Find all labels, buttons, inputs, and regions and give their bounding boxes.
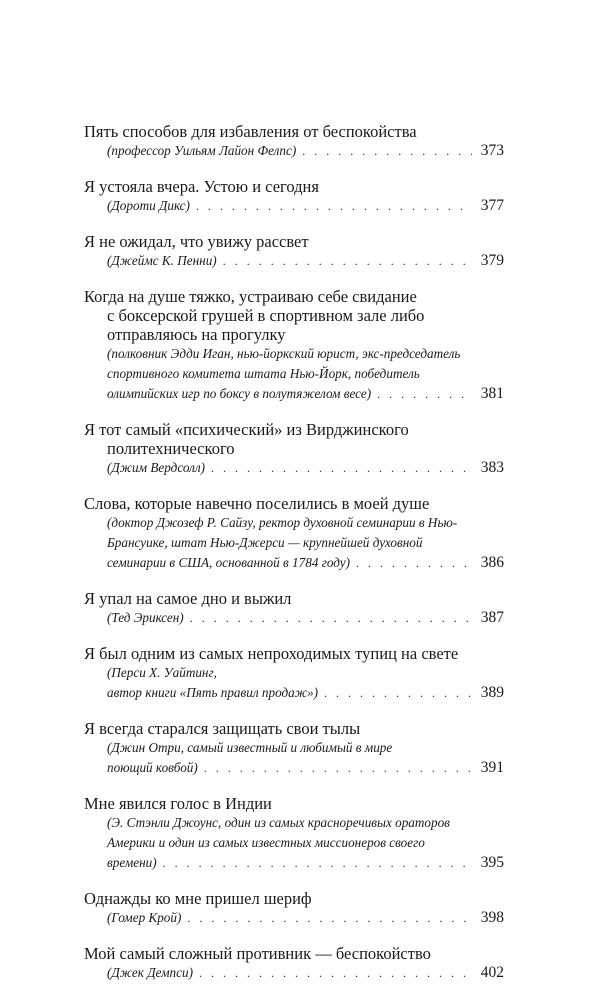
- page-number: 402: [480, 964, 504, 981]
- chapter-title-line: Пять способов для избавления от беспокойства: [84, 122, 417, 141]
- page-number: 395: [480, 854, 504, 871]
- toc-entry: [84, 719, 504, 778]
- dot-leader: [211, 458, 472, 478]
- dot-leader: [223, 251, 472, 271]
- dot-leader: [190, 608, 472, 628]
- author-line: спортивного комитета штата Нью-Йорк, победитель: [107, 366, 420, 381]
- chapter-author: [84, 663, 504, 703]
- dot-leader: [204, 758, 472, 778]
- author-line: (Э. Стэнли Джоунс, один из самых красноречивых ораторов: [107, 815, 450, 830]
- chapter-author: [84, 141, 504, 161]
- author-line-with-page: [107, 458, 504, 478]
- author-line: (Перси Х. Уайтинг,: [107, 665, 217, 680]
- chapter-title-line: отправляюсь на прогулку: [107, 325, 286, 344]
- chapter-title: [84, 644, 504, 663]
- dot-leader: [377, 384, 472, 404]
- dot-leader: [302, 141, 472, 161]
- toc-entry: [84, 177, 504, 216]
- toc-entry: [84, 589, 504, 628]
- toc-entry: [84, 232, 504, 271]
- page-number: 398: [480, 909, 504, 926]
- author-line: (Дороти Дикс): [107, 198, 190, 213]
- author-line: (полковник Эдди Иган, нью-йоркский юрист, экс-председатель: [107, 346, 461, 361]
- dot-leader: [356, 553, 472, 573]
- page-number: 389: [480, 684, 504, 701]
- chapter-title-line: Слова, которые навечно поселились в моей душе: [84, 494, 430, 513]
- toc-entry: [84, 944, 504, 983]
- author-line: автор книги «Пять правил продаж»): [107, 685, 319, 700]
- chapter-title-line: Я устояла вчера. Устою и сегодня: [84, 177, 319, 196]
- table-of-contents: [84, 122, 504, 999]
- toc-entry: [84, 494, 504, 573]
- author-line: Америки и один из самых известных миссионеров своего: [107, 835, 425, 850]
- author-line-with-page: [107, 608, 504, 628]
- chapter-author: [84, 458, 504, 478]
- chapter-author: [84, 608, 504, 628]
- page-number: 387: [480, 609, 504, 626]
- chapter-title-line: Мой самый сложный противник — беспокойство: [84, 944, 431, 963]
- page-number: 383: [480, 459, 504, 476]
- author-line: (Джим Вердсолл): [107, 460, 206, 475]
- dot-leader: [324, 683, 472, 703]
- chapter-title-line: Я тот самый «психический» из Вирджинского: [84, 420, 409, 439]
- dot-leader: [187, 908, 472, 928]
- chapter-title: [84, 420, 504, 458]
- chapter-author: [84, 963, 504, 983]
- author-line-with-page: [107, 196, 504, 216]
- author-line-with-page: [107, 908, 504, 928]
- author-line: поющий ковбой): [107, 760, 198, 775]
- chapter-title-line: Я упал на самое дно и выжил: [84, 589, 292, 608]
- chapter-title: [84, 177, 504, 196]
- author-line: (Гомер Крой): [107, 910, 182, 925]
- author-line: времени): [107, 855, 157, 870]
- toc-entry: [84, 794, 504, 873]
- chapter-title-line: Я был одним из самых непроходимых тупиц на свете: [84, 644, 459, 663]
- toc-entry: [84, 122, 504, 161]
- author-line: (Тед Эриксен): [107, 610, 184, 625]
- toc-entry: [84, 644, 504, 703]
- author-line-with-page: [107, 758, 504, 778]
- author-line: (Джеймс К. Пенни): [107, 253, 217, 268]
- author-line-with-page: [107, 853, 504, 873]
- chapter-title: [84, 719, 504, 738]
- chapter-author: [84, 344, 504, 404]
- chapter-title-line: Я не ожидал, что увижу рассвет: [84, 232, 309, 251]
- chapter-title: [84, 494, 504, 513]
- author-line-with-page: [107, 683, 504, 703]
- page-number: 377: [480, 197, 504, 214]
- chapter-author: [84, 813, 504, 873]
- chapter-author: [84, 908, 504, 928]
- toc-entry: [84, 420, 504, 478]
- author-line-with-page: [107, 963, 504, 983]
- page-number: 373: [480, 142, 504, 159]
- author-line: (Джек Демпси): [107, 965, 193, 980]
- author-line-with-page: [107, 141, 504, 161]
- page-number: 379: [480, 252, 504, 269]
- chapter-author: [84, 251, 504, 271]
- author-line: семинарии в США, основанной в 1784 году): [107, 555, 351, 570]
- dot-leader: [196, 196, 472, 216]
- chapter-title: [84, 889, 504, 908]
- chapter-title: [84, 122, 504, 141]
- author-line-with-page: [107, 251, 504, 271]
- chapter-title-line: Когда на душе тяжко, устраиваю себе свидание: [84, 287, 417, 306]
- toc-entry: [84, 889, 504, 928]
- chapter-title-line: политехнического: [107, 439, 235, 458]
- chapter-title-line: Мне явился голос в Индии: [84, 794, 272, 813]
- chapter-title-line: с боксерской грушей в спортивном зале либо: [107, 306, 425, 325]
- page-number: 381: [480, 385, 504, 402]
- author-line: Брансуике, штат Нью-Джерси — крупнейшей духовной: [107, 535, 423, 550]
- author-line-with-page: [107, 384, 504, 404]
- toc-entry: [84, 287, 504, 404]
- chapter-author: [84, 196, 504, 216]
- chapter-title: [84, 589, 504, 608]
- chapter-author: [84, 513, 504, 573]
- chapter-title-line: Я всегда старался защищать свои тылы: [84, 719, 361, 738]
- chapter-title-line: Однажды ко мне пришел шериф: [84, 889, 312, 908]
- chapter-author: [84, 738, 504, 778]
- page-number: 391: [480, 759, 504, 776]
- author-line: олимпийских игр по боксу в полутяжелом весе): [107, 386, 372, 401]
- author-line: (Джин Отри, самый известный и любимый в мире: [107, 740, 393, 755]
- chapter-title: [84, 232, 504, 251]
- chapter-title: [84, 794, 504, 813]
- author-line-with-page: [107, 553, 504, 573]
- author-line: (профессор Уильям Лайон Фелпс): [107, 143, 297, 158]
- author-line: (доктор Джозеф Р. Сайзу, ректор духовной семинарии в Нью-: [107, 515, 458, 530]
- chapter-title: [84, 287, 504, 344]
- dot-leader: [163, 853, 472, 873]
- chapter-title: [84, 944, 504, 963]
- dot-leader: [199, 963, 472, 983]
- page-number: 386: [480, 554, 504, 571]
